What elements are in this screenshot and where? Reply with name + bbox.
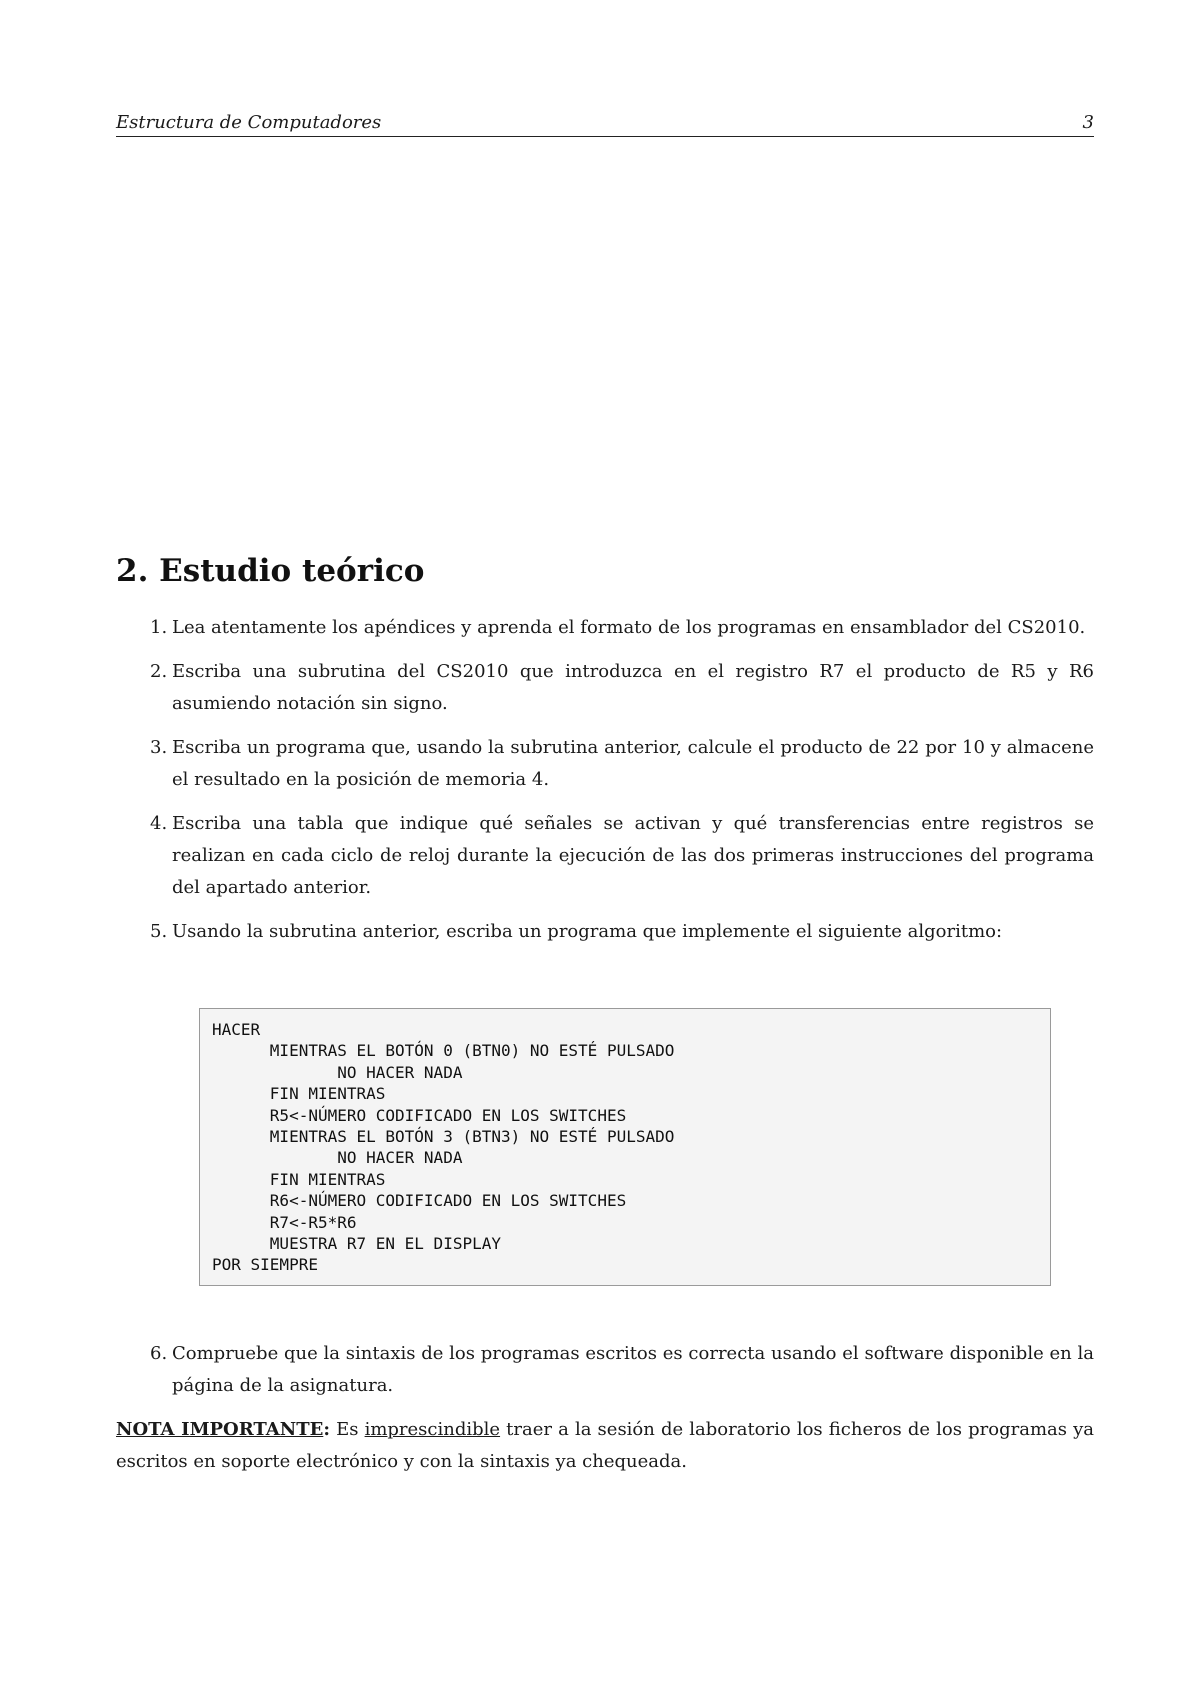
task-text: Compruebe que la sintaxis de los programas escritos es correcta usando el software disponible en la página de la asignatura.	[172, 1343, 1094, 1396]
code-line: MIENTRAS EL BOTÓN 0 (BTN0) NO ESTÉ PULSADO	[212, 1041, 675, 1061]
task-item	[116, 916, 1094, 948]
code-line: MUESTRA R7 EN EL DISPLAY	[212, 1234, 501, 1254]
task-text: Lea atentamente los apéndices y aprenda el formato de los programas en ensamblador del CS2010.	[172, 617, 1086, 638]
task-item	[116, 732, 1094, 796]
task-item	[116, 656, 1094, 720]
code-line: FIN MIENTRAS	[212, 1084, 386, 1104]
important-note	[116, 1414, 1100, 1478]
note-text-post: traer a la sesión de laboratorio los ficheros de los programas ya escritos en soporte electrónico y con la sintaxis ya chequeada.	[116, 1419, 1100, 1472]
note-emphasis: imprescindible	[364, 1419, 501, 1440]
code-line: R5<-NÚMERO CODIFICADO EN LOS SWITCHES	[212, 1105, 627, 1125]
task-text: Escriba una tabla que indique qué señales se activan y qué transferencias entre registros se realizan en cada ciclo de reloj durante la ejecución de las dos primeras instrucciones del programa del apartado anterior.	[172, 813, 1094, 898]
code-line: R7<-R5*R6	[212, 1212, 357, 1232]
page-number: 3	[1082, 112, 1094, 133]
task-number: 1.	[150, 617, 168, 638]
note-label: NOTA IMPORTANTE	[116, 1419, 324, 1440]
task-number: 3.	[150, 737, 168, 758]
code-line: HACER	[212, 1020, 261, 1039]
task-list	[116, 612, 1094, 960]
task-item	[116, 808, 1094, 904]
code-line: MIENTRAS EL BOTÓN 3 (BTN3) NO ESTÉ PULSADO	[212, 1127, 675, 1147]
task-text: Usando la subrutina anterior, escriba un programa que implemente el siguiente algoritmo:	[172, 921, 1003, 942]
task-number: 2.	[150, 661, 168, 682]
algorithm-code-block	[199, 1008, 1051, 1286]
task-item	[116, 612, 1094, 644]
code-line: FIN MIENTRAS	[212, 1169, 386, 1189]
code-line: R6<-NÚMERO CODIFICADO EN LOS SWITCHES	[212, 1191, 627, 1211]
section-title: 2. Estudio teórico	[116, 553, 425, 589]
task-list-continued	[116, 1338, 1094, 1402]
task-number: 6.	[150, 1343, 168, 1364]
running-header	[116, 111, 1094, 137]
task-text: Escriba un programa que, usando la subrutina anterior, calcule el producto de 22 por 10 y almacene el resultado en la posición de memoria 4.	[172, 737, 1094, 790]
task-number: 4.	[150, 813, 168, 834]
note-colon: :	[323, 1419, 330, 1440]
header-title: Estructura de Computadores	[116, 112, 382, 133]
document-page	[116, 0, 1100, 1698]
code-line: NO HACER NADA	[212, 1148, 463, 1168]
note-text-pre: Es	[329, 1419, 365, 1440]
task-text: Escriba una subrutina del CS2010 que introduzca en el registro R7 el producto de R5 y R6 asumiendo notación sin signo.	[172, 661, 1094, 714]
code-line: NO HACER NADA	[212, 1062, 463, 1082]
task-item	[116, 1338, 1094, 1402]
task-number: 5.	[150, 921, 168, 942]
code-line: POR SIEMPRE	[212, 1255, 318, 1275]
